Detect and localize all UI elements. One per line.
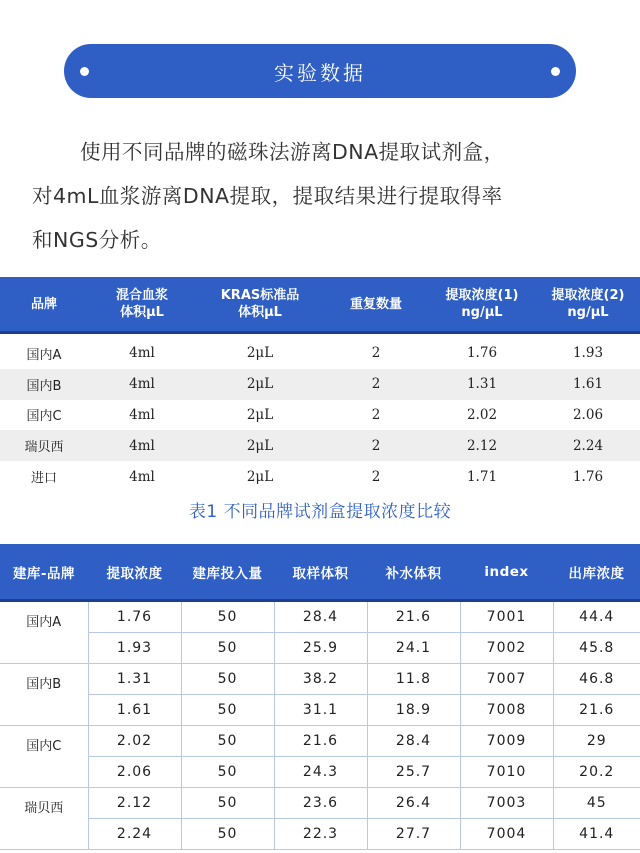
table-cell: 50 bbox=[181, 757, 274, 788]
column-header-label: 品牌 bbox=[30, 296, 57, 312]
table-cell: 21.6 bbox=[274, 726, 367, 757]
table-cell: 50 bbox=[181, 726, 274, 757]
table-row bbox=[0, 430, 640, 461]
table-cell: 1.76 bbox=[466, 345, 498, 362]
table-cell: 24.3 bbox=[274, 757, 367, 788]
column-header-unit: ng/μL bbox=[461, 305, 503, 320]
table-row bbox=[0, 369, 640, 400]
table-cell: 2 bbox=[324, 430, 428, 461]
column-header: 建库-品牌 bbox=[0, 544, 88, 601]
table-cell: 50 bbox=[181, 664, 274, 695]
table-cell: 2.12 bbox=[428, 430, 536, 461]
table-cell: 2.06 bbox=[88, 757, 181, 788]
table-row bbox=[0, 461, 640, 492]
intro-paragraph bbox=[32, 130, 622, 262]
column-header-unit: 体积μL bbox=[120, 305, 164, 320]
table-cell: 11.8 bbox=[367, 664, 460, 695]
table-cell: 29 bbox=[553, 726, 640, 757]
banner-dot-icon bbox=[80, 67, 89, 76]
table-cell: 4ml bbox=[129, 468, 155, 485]
table-cell: 1.93 bbox=[572, 345, 604, 362]
table-cell: 2μL bbox=[246, 468, 274, 485]
table-cell: 2μL bbox=[246, 406, 274, 423]
table-cell: 27.7 bbox=[367, 819, 460, 850]
column-header-label: 提取浓度(2) bbox=[551, 288, 625, 303]
table-cell: 7002 bbox=[460, 633, 553, 664]
table-row bbox=[0, 633, 640, 664]
column-header bbox=[196, 277, 324, 333]
table-cell: 28.4 bbox=[367, 726, 460, 757]
table-cell: 22.3 bbox=[274, 819, 367, 850]
table-cell: 26.4 bbox=[367, 788, 460, 819]
table-row bbox=[0, 333, 640, 369]
table-row bbox=[0, 726, 640, 757]
table-cell: 44.4 bbox=[553, 601, 640, 633]
table-cell: 1.61 bbox=[536, 369, 640, 400]
column-header bbox=[88, 277, 196, 333]
column-header-label: 重复数量 bbox=[349, 296, 402, 312]
table-cell: 2.02 bbox=[466, 406, 498, 423]
table-cell: 50 bbox=[181, 695, 274, 726]
table-cell: 7009 bbox=[460, 726, 553, 757]
table-cell: 1.31 bbox=[88, 664, 181, 695]
table-cell: 2 bbox=[324, 369, 428, 400]
table-cell: 50 bbox=[181, 601, 274, 633]
section-banner bbox=[64, 44, 576, 98]
brand-cell: 国内A bbox=[0, 601, 88, 664]
table-cell: 7003 bbox=[460, 788, 553, 819]
banner-title: 实验数据 bbox=[274, 60, 366, 85]
brand-cell: 国内B bbox=[0, 664, 88, 726]
table-cell: 2.02 bbox=[88, 726, 181, 757]
column-header: 取样体积 bbox=[274, 544, 367, 601]
table-cell: 1.31 bbox=[428, 369, 536, 400]
brand-cell: 国内C bbox=[0, 726, 88, 788]
table-cell: 2.24 bbox=[536, 430, 640, 461]
table-cell: 2 bbox=[371, 345, 381, 362]
table-cell: 2 bbox=[371, 468, 381, 485]
table-row bbox=[0, 664, 640, 695]
table-cell: 28.4 bbox=[274, 601, 367, 633]
table-cell: 31.1 bbox=[274, 695, 367, 726]
brand-cell: 瑞贝西 bbox=[0, 788, 88, 850]
table-cell: 45 bbox=[553, 788, 640, 819]
table-header-row bbox=[0, 277, 640, 333]
column-header: 建库投入量 bbox=[181, 544, 274, 601]
table-cell: 50 bbox=[181, 819, 274, 850]
table-row bbox=[0, 601, 640, 633]
column-header-unit: ng/μL bbox=[567, 305, 609, 320]
table-cell: 50 bbox=[181, 788, 274, 819]
table-cell: 50 bbox=[181, 633, 274, 664]
table-cell: 46.8 bbox=[553, 664, 640, 695]
table-cell: 2.06 bbox=[572, 406, 604, 423]
column-header-label: KRAS标准品 bbox=[220, 288, 300, 303]
table-cell: 18.9 bbox=[367, 695, 460, 726]
table-cell: 2.12 bbox=[88, 788, 181, 819]
table-row bbox=[0, 400, 640, 431]
table-cell: 7001 bbox=[460, 601, 553, 633]
table-cell: 45.8 bbox=[553, 633, 640, 664]
table-cell: 1.71 bbox=[466, 468, 498, 485]
table-row bbox=[0, 757, 640, 788]
column-header-label: 混合血浆 bbox=[115, 288, 168, 303]
column-header bbox=[324, 277, 428, 333]
table-caption: 表1 不同品牌试剂盒提取浓度比较 bbox=[188, 502, 452, 522]
table-cell: 2μL bbox=[196, 369, 324, 400]
brand-cell: 进口 bbox=[30, 471, 57, 487]
brand-cell: 国内B bbox=[0, 369, 88, 400]
table-cell: 24.1 bbox=[367, 633, 460, 664]
table-cell: 4ml bbox=[88, 430, 196, 461]
brand-cell: 瑞贝西 bbox=[0, 430, 88, 461]
concentration-table bbox=[0, 277, 640, 492]
table-cell: 25.9 bbox=[274, 633, 367, 664]
column-header: index bbox=[460, 544, 553, 601]
table-row bbox=[0, 819, 640, 850]
column-header bbox=[428, 277, 536, 333]
intro-line: 和NGS分析。 bbox=[32, 228, 162, 252]
table-cell: 4ml bbox=[129, 345, 155, 362]
table-cell: 2μL bbox=[246, 345, 274, 362]
table-cell: 7010 bbox=[460, 757, 553, 788]
table-cell: 1.76 bbox=[88, 601, 181, 633]
table-cell: 21.6 bbox=[367, 601, 460, 633]
column-header-unit: 体积μL bbox=[238, 305, 282, 320]
column-header bbox=[0, 277, 88, 333]
library-table bbox=[0, 544, 640, 850]
table-cell: 7008 bbox=[460, 695, 553, 726]
table-cell: 20.2 bbox=[553, 757, 640, 788]
table-cell: 4ml bbox=[129, 406, 155, 423]
table-cell: 41.4 bbox=[553, 819, 640, 850]
table-cell: 1.93 bbox=[88, 633, 181, 664]
intro-line: 对4mL血浆游离DNA提取，提取结果进行提取得率 bbox=[32, 184, 503, 208]
table-cell: 1.61 bbox=[88, 695, 181, 726]
table-cell: 7007 bbox=[460, 664, 553, 695]
table-cell: 2.24 bbox=[88, 819, 181, 850]
table-cell: 2 bbox=[371, 406, 381, 423]
column-header: 补水体积 bbox=[367, 544, 460, 601]
table-cell: 1.76 bbox=[572, 468, 604, 485]
banner-dot-icon bbox=[551, 67, 560, 76]
table-cell: 4ml bbox=[88, 369, 196, 400]
table-cell: 25.7 bbox=[367, 757, 460, 788]
column-header: 提取浓度 bbox=[88, 544, 181, 601]
table-cell: 2μL bbox=[196, 430, 324, 461]
table-cell: 23.6 bbox=[274, 788, 367, 819]
column-header bbox=[536, 277, 640, 333]
table-cell: 38.2 bbox=[274, 664, 367, 695]
table-header-row bbox=[0, 544, 640, 601]
table-cell: 21.6 bbox=[553, 695, 640, 726]
table-cell: 7004 bbox=[460, 819, 553, 850]
table-row bbox=[0, 695, 640, 726]
brand-cell: 国内A bbox=[26, 347, 62, 363]
column-header-label: 提取浓度(1) bbox=[445, 288, 519, 303]
intro-line: 使用不同品牌的磁珠法游离DNA提取试剂盒， bbox=[80, 140, 505, 164]
brand-cell: 国内C bbox=[26, 409, 62, 425]
table-row bbox=[0, 788, 640, 819]
column-header: 出库浓度 bbox=[553, 544, 640, 601]
